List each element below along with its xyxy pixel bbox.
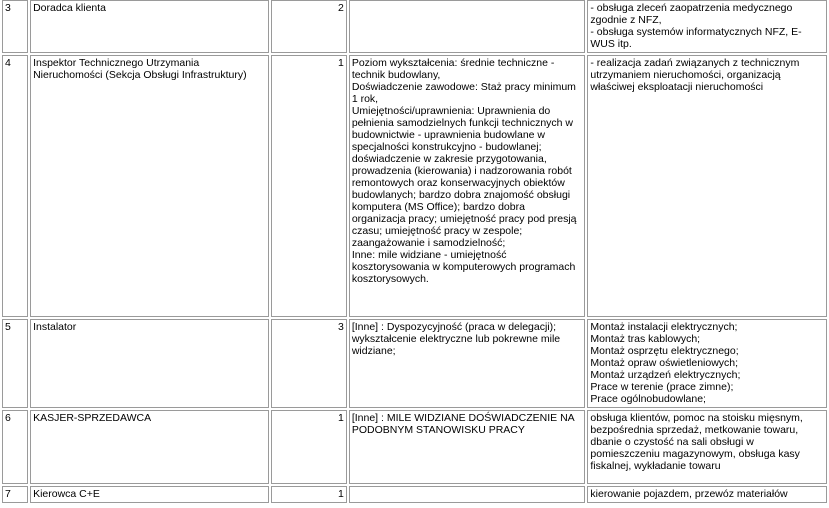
- duties-cell: - obsługa zleceń zaopatrzenia medycznego zgodnie z NFZ, - obsługa systemów informatycznych NFZ, E- WUS itp.: [587, 0, 827, 53]
- requirements-cell: [349, 486, 586, 503]
- requirements-cell: [Inne] : Dyspozycyjność (praca w delegacji); wykształcenie elektryczne lub pokrewne mile widziane;: [349, 319, 586, 408]
- duties-cell: obsługa klientów, pomoc na stoisku mięsnym, bezpośrednia sprzedaż, metkowanie towaru, dbanie o czystość na sali obsługi w pomieszczeniu magazynowym, obsługa kasy fiskalnej, wykładanie towaru: [587, 410, 827, 484]
- position-name: Instalator: [30, 319, 269, 408]
- table-row: [2, 319, 827, 408]
- position-count: 2: [271, 0, 347, 53]
- position-count: 1: [271, 55, 347, 317]
- duties-cell: kierowanie pojazdem, przewóz materiałów: [587, 486, 827, 503]
- position-name: Inspektor Technicznego Utrzymania Nieruchomości (Sekcja Obsługi Infrastruktury): [30, 55, 269, 317]
- row-number: 3: [2, 0, 28, 53]
- requirements-cell: [349, 0, 586, 53]
- position-name: Kierowca C+E: [30, 486, 269, 503]
- position-name: Doradca klienta: [30, 0, 269, 53]
- position-name: KASJER-SPRZEDAWCA: [30, 410, 269, 484]
- position-count: 1: [271, 486, 347, 503]
- requirements-cell: Poziom wykształcenia: średnie techniczne - technik budowlany, Doświadczenie zawodowe: Staż pracy minimum 1 rok, Umiejętności/uprawnienia: Uprawnienia do pełnienia samodzielnych funkcji technicznych w budownictwie - uprawnienia budowlane w specjalności konstrukcyjno - budowlanej; doświadczenie w zakresie przygotowania, prowadzenia (kierowania) i nadzorowania robót remontowych oraz konserwacyjnych obiektów budowlanych; bardzo dobra znajomość obsługi komputera (MS Office); bardzo dobra organizacja pracy; umiejętność pracy pod presją czasu; umiejętność pracy w zespole; zaangażowanie i samodzielność; Inne: mile widziane - umiejętność kosztorysowania w komputerowych programach kosztorysowych.: [349, 55, 586, 317]
- position-count: 3: [271, 319, 347, 408]
- row-number: 6: [2, 410, 28, 484]
- table-row: [2, 486, 827, 503]
- duties-cell: Montaż instalacji elektrycznych; Montaż tras kablowych; Montaż osprzętu elektrycznego; Montaż opraw oświetleniowych; Montaż urządzeń elektrycznych; Prace w terenie (prace zimne); Prace ogólnobudowlane;: [587, 319, 827, 408]
- row-number: 4: [2, 55, 28, 317]
- table-row: [2, 55, 827, 317]
- requirements-cell: [Inne] : MILE WIDZIANE DOŚWIADCZENIE NA PODOBNYM STANOWISKU PRACY: [349, 410, 586, 484]
- row-number: 7: [2, 486, 28, 503]
- duties-cell: - realizacja zadań związanych z technicznym utrzymaniem nieruchomości, organizacją właściwej eksploatacji nieruchomości: [587, 55, 827, 317]
- row-number: 5: [2, 319, 28, 408]
- table-row: [2, 410, 827, 484]
- table-row: [2, 0, 827, 53]
- position-count: 1: [271, 410, 347, 484]
